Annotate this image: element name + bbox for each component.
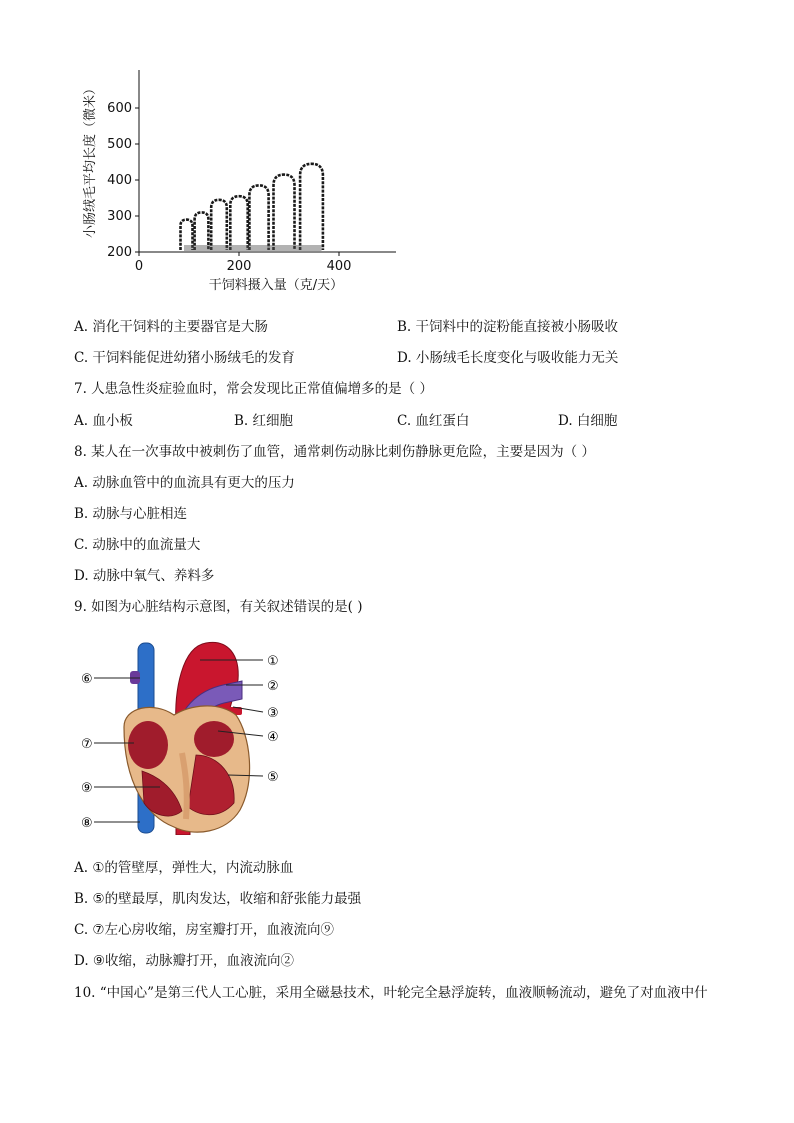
villus-bar bbox=[300, 164, 323, 250]
q8-option-b: B. 动脉与心脏相连 bbox=[74, 506, 188, 522]
q9-option-b: B. ⑤的壁最厚，肌肉发达，收缩和舒张能力最强 bbox=[74, 891, 362, 907]
villus-length-chart bbox=[78, 62, 408, 297]
label-6: ⑥ bbox=[81, 672, 93, 687]
y-axis-label: 小肠绒毛平均长度（微米） bbox=[83, 81, 98, 239]
villus-base bbox=[184, 245, 322, 251]
q6-option-c: C. 干饲料能促进幼猪小肠绒毛的发育 bbox=[74, 350, 295, 366]
x-tick-label: 400 bbox=[326, 259, 352, 274]
villus-bar bbox=[195, 212, 209, 250]
label-9: ⑨ bbox=[81, 781, 93, 796]
y-tick-label: 200 bbox=[107, 245, 132, 260]
q8-option-a: A. 动脉血管中的血流具有更大的压力 bbox=[74, 475, 295, 491]
y-tick-label: 300 bbox=[107, 209, 132, 224]
right-atrium-chamber bbox=[194, 721, 234, 757]
label-7: ⑦ bbox=[81, 737, 93, 752]
q9-stem: 9. 如图为心脏结构示意图，有关叙述错误的是( ) bbox=[74, 599, 363, 615]
label-3: ③ bbox=[267, 706, 279, 721]
label-2: ② bbox=[267, 679, 279, 694]
y-tick-label: 400 bbox=[107, 173, 132, 188]
villus-bar bbox=[274, 175, 295, 250]
y-tick-label: 500 bbox=[107, 137, 132, 152]
q8-option-c: C. 动脉中的血流量大 bbox=[74, 537, 201, 553]
q7-stem: 7. 人患急性炎症验血时，常会发现比正常值偏增多的是（ ） bbox=[74, 381, 433, 397]
y-tick-label: 600 bbox=[107, 101, 132, 116]
q7-option-a: A. 血小板 bbox=[74, 413, 133, 429]
q6-option-d: D. 小肠绒毛长度变化与吸收能力无关 bbox=[397, 350, 619, 366]
label-8: ⑧ bbox=[81, 816, 93, 831]
q9-option-d: D. ⑨收缩，动脉瓣打开，血液流向② bbox=[74, 953, 295, 969]
label-4: ④ bbox=[267, 730, 279, 745]
x-tick-label: 0 bbox=[134, 259, 144, 274]
q7-option-c: C. 血红蛋白 bbox=[397, 413, 470, 429]
villus-bar bbox=[249, 185, 268, 250]
q9-option-c: C. ⑦左心房收缩，房室瓣打开，血液流向⑨ bbox=[74, 922, 335, 938]
label-1: ① bbox=[267, 654, 279, 669]
q8-stem: 8. 某人在一次事故中被刺伤了血管，通常刺伤动脉比刺伤静脉更危险，主要是因为（ ） bbox=[74, 444, 595, 460]
q10-stem: 10. “中国心”是第三代人工心脏，采用全磁悬技术，叶轮完全悬浮旋转，血液顺畅流动，避免了对血液中什 bbox=[74, 985, 708, 1001]
label-5: ⑤ bbox=[267, 770, 279, 785]
x-tick-label: 200 bbox=[226, 259, 252, 274]
q9-option-a: A. ①的管壁厚，弹性大，内流动脉血 bbox=[74, 860, 294, 876]
heart-diagram bbox=[78, 635, 293, 835]
villus-bar bbox=[230, 196, 247, 250]
q7-option-d: D. 白细胞 bbox=[558, 413, 618, 429]
villus-bar bbox=[211, 200, 227, 250]
q6-option-b: B. 干饲料中的淀粉能直接被小肠吸收 bbox=[397, 319, 619, 335]
x-axis-label: 干饲料摄入量（克/天） bbox=[208, 278, 344, 293]
q6-option-a: A. 消化干饲料的主要器官是大肠 bbox=[74, 319, 268, 335]
left-atrium-chamber bbox=[128, 721, 168, 769]
q8-option-d: D. 动脉中氧气、养料多 bbox=[74, 568, 215, 584]
q7-option-b: B. 红细胞 bbox=[234, 413, 294, 429]
